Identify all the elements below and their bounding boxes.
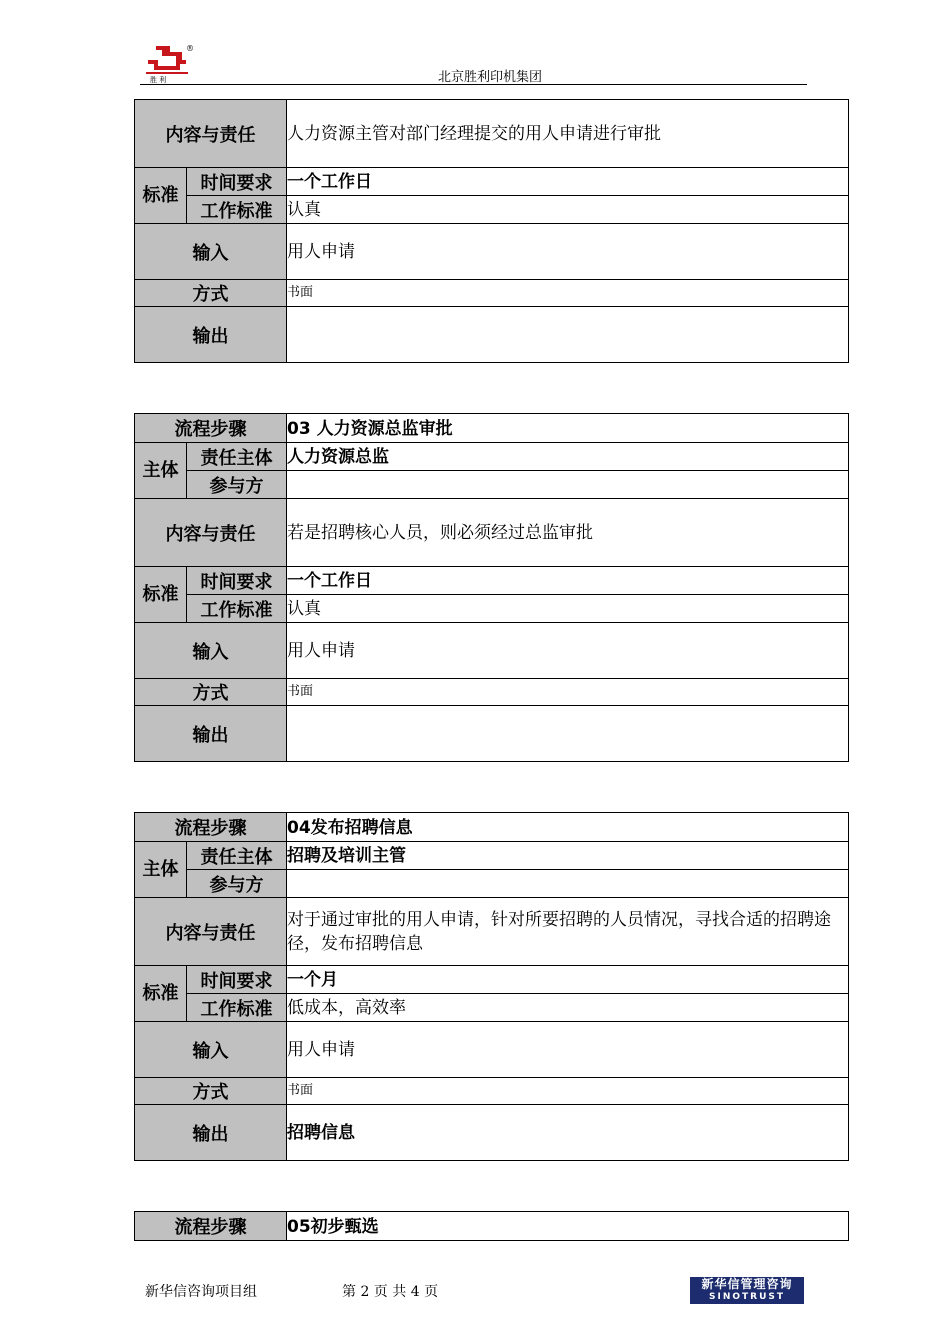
work-standard-value: 认真	[287, 196, 849, 224]
standard-label: 标准	[135, 168, 187, 224]
owner-label: 责任主体	[187, 443, 287, 471]
method-label: 方式	[135, 1078, 287, 1105]
work-standard-label: 工作标准	[187, 595, 287, 623]
method-value: 书面	[287, 679, 849, 706]
time-value: 一个月	[287, 966, 849, 994]
method-value: 书面	[287, 280, 849, 307]
input-label: 输入	[135, 623, 287, 679]
svg-text:®: ®	[186, 44, 194, 53]
content-value: 对于通过审批的用人申请，针对所要招聘的人员情况，寻找合适的招聘途径，发布招聘信息	[287, 898, 849, 966]
owner-value: 人力资源总监	[287, 443, 849, 471]
input-label: 输入	[135, 224, 287, 280]
input-value: 用人申请	[287, 1022, 849, 1078]
step-label: 流程步骤	[135, 813, 287, 842]
content-label: 内容与责任	[135, 100, 287, 168]
output-label: 输出	[135, 307, 287, 363]
owner-value: 招聘及培训主管	[287, 842, 849, 870]
method-value: 书面	[287, 1078, 849, 1105]
work-standard-value: 低成本，高效率	[287, 994, 849, 1022]
output-value	[287, 706, 849, 762]
page-header	[140, 40, 807, 85]
time-label: 时间要求	[187, 168, 287, 196]
step-label: 流程步骤	[135, 414, 287, 443]
page-number: 第 2 页 共 4 页	[342, 1284, 439, 1300]
work-standard-label: 工作标准	[187, 196, 287, 224]
process-step-table	[134, 1211, 849, 1241]
logo-cn-text: 新华信管理咨询	[701, 1277, 793, 1291]
participant-label: 参与方	[187, 870, 287, 898]
process-step-table	[134, 99, 849, 363]
owner-label: 责任主体	[187, 842, 287, 870]
standard-label: 标准	[135, 567, 187, 623]
method-label: 方式	[135, 679, 287, 706]
input-value: 用人申请	[287, 623, 849, 679]
output-label: 输出	[135, 706, 287, 762]
output-value: 招聘信息	[287, 1105, 849, 1161]
output-value	[287, 307, 849, 363]
process-step-table	[134, 413, 849, 762]
standard-label: 标准	[135, 966, 187, 1022]
content-label: 内容与责任	[135, 499, 287, 567]
company-logo	[142, 42, 192, 82]
method-label: 方式	[135, 280, 287, 307]
step-value: 04发布招聘信息	[287, 813, 849, 842]
content-value: 若是招聘核心人员，则必须经过总监审批	[287, 499, 849, 567]
participant-value	[287, 471, 849, 499]
output-label: 输出	[135, 1105, 287, 1161]
work-standard-value: 认真	[287, 595, 849, 623]
company-name: 北京胜利印机集团	[438, 70, 543, 85]
step-value: 05初步甄选	[287, 1212, 849, 1241]
input-value: 用人申请	[287, 224, 849, 280]
time-label: 时间要求	[187, 567, 287, 595]
participant-value	[287, 870, 849, 898]
time-value: 一个工作日	[287, 567, 849, 595]
content-value: 人力资源主管对部门经理提交的用人申请进行审批	[287, 100, 849, 168]
logo-en-text: SINOTRUST	[708, 1292, 785, 1302]
participant-label: 参与方	[187, 471, 287, 499]
footer-project-team: 新华信咨询项目组	[145, 1284, 257, 1300]
time-label: 时间要求	[187, 966, 287, 994]
step-value: 03 人力资源总监审批	[287, 414, 849, 443]
input-label: 输入	[135, 1022, 287, 1078]
time-value: 一个工作日	[287, 168, 849, 196]
work-standard-label: 工作标准	[187, 994, 287, 1022]
svg-text:胜 利: 胜 利	[150, 76, 167, 84]
subject-label: 主体	[135, 842, 187, 898]
sinotrust-logo	[690, 1277, 804, 1304]
content-label: 内容与责任	[135, 898, 287, 966]
process-step-table	[134, 812, 849, 1161]
subject-label: 主体	[135, 443, 187, 499]
step-label: 流程步骤	[135, 1212, 287, 1241]
